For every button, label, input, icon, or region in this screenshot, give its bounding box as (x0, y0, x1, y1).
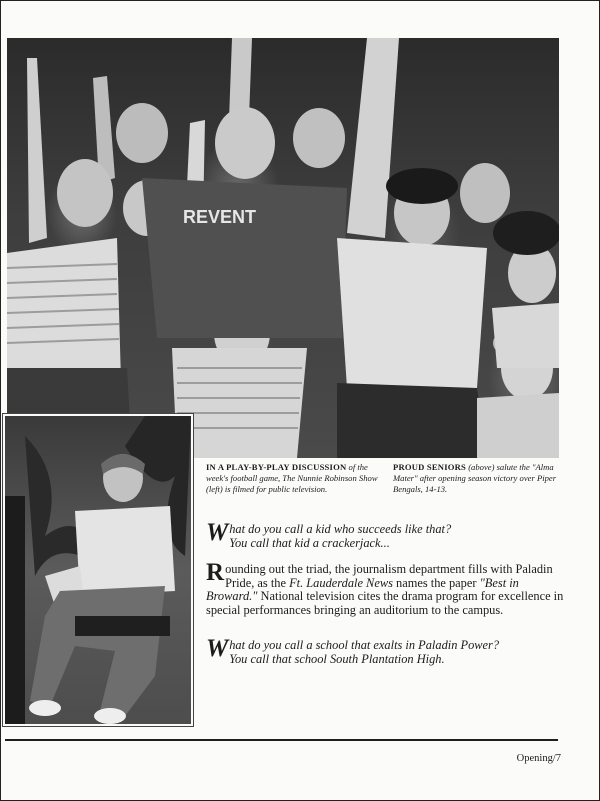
caption-left-lead: IN A PLAY-BY-PLAY DISCUSSION (206, 462, 347, 472)
inset-photo-tv-show (3, 414, 193, 726)
paragraph-text: names the paper (392, 575, 480, 590)
dropcap: W (206, 635, 229, 662)
paragraph-line: You call that school South Plantation High. (229, 651, 445, 666)
newspaper-name: Ft. Lauderdale News (289, 575, 393, 590)
crowd-photo (7, 38, 559, 458)
caption-right-lead: PROUD SENIORS (393, 462, 467, 472)
paragraph-kid (206, 519, 566, 550)
page-folio: Opening/7 (516, 753, 561, 764)
caption-left-body: of the week's football game, The Nunnie Robinson Show (left) is filmed for public television. (206, 462, 378, 494)
paragraph-triad (206, 559, 566, 617)
caption-right (393, 462, 563, 495)
caption-right-body: (above) salute the "Alma Mater" after opening season victory over Piper Bengals, 14-13. (393, 462, 557, 494)
paragraph-line: hat do you call a kid who succeeds like that? (229, 522, 452, 536)
paragraph-line: hat do you call a school that exalts in Paladin Power? (229, 638, 500, 652)
award-title: "Best in Broward." (206, 575, 519, 604)
caption-left (206, 462, 378, 495)
bottom-rule (5, 739, 558, 741)
paragraph-school (206, 635, 566, 666)
paragraph-text: ounding out the triad, the journalism department fills with Paladin Pride, as the (225, 562, 553, 590)
paragraph-text: National television cites the drama program for excellence in special performances bringing an auditorium to the campus. (206, 589, 564, 617)
shirt-lettering: REVENT (183, 207, 257, 227)
dropcap: W (206, 519, 229, 546)
dropcap: R (206, 559, 225, 586)
paragraph-line: You call that kid a crackerjack... (229, 535, 390, 550)
